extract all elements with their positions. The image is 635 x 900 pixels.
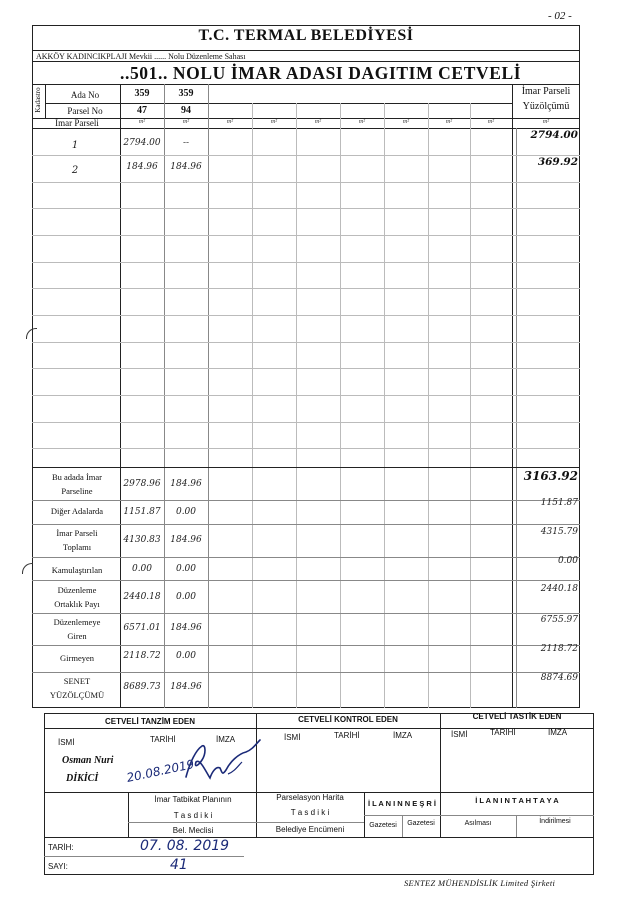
summary-3-total: 4315.79 xyxy=(540,527,578,537)
summary-1-label xyxy=(34,470,120,498)
summary-6-value-1: 6571.01 xyxy=(123,623,161,633)
ilanin-tahtaya-header: İ L A N I N T A H T A Y A xyxy=(475,796,559,805)
sayi-label: SAYI: xyxy=(48,862,68,871)
summary-3-label-1: İmar Parseli xyxy=(56,528,98,538)
parselasyon-line-3: Belediye Encümeni xyxy=(275,825,345,834)
mevkii-line: AKKÖY KADINCIKPLAJI Mevkii ...... Nolu Düzenleme Sahası xyxy=(36,52,246,61)
summary-1-label-2: Parseline xyxy=(61,486,93,496)
unit-col-6: m² xyxy=(358,119,366,125)
tastik-header: CETVELİ TASTİK EDEN xyxy=(472,712,562,721)
summary-5-value-2: 0.00 xyxy=(175,592,197,602)
summary-5-label-2: Ortaklık Payı xyxy=(54,599,100,609)
document-title: T.C. TERMAL BELEDİYESİ xyxy=(198,27,414,44)
summary-4-value-1: 0.00 xyxy=(131,564,153,574)
unit-col-5: m² xyxy=(314,119,322,125)
ada-no-label: Ada No xyxy=(70,90,100,100)
unit-col-4: m² xyxy=(270,119,278,125)
summary-2-label-1: Diğer Adalarda xyxy=(50,506,104,516)
tanzim-tarihi: TARİHİ xyxy=(150,735,176,744)
summary-2-total: 1151.87 xyxy=(540,498,578,508)
unit-col-7: m² xyxy=(402,119,410,125)
yuzolcumu-header-1: İmar Parseli xyxy=(521,86,571,97)
margin-mark-top xyxy=(26,328,37,339)
summary-5-label xyxy=(34,583,120,611)
summary-2-value-1: 1151.87 xyxy=(123,507,161,517)
kadastro-vertical-label: Kadastro xyxy=(34,87,42,113)
row-2-value-1: 184.96 xyxy=(126,162,158,172)
tastik-tarihi: TARİHİ xyxy=(490,728,516,737)
summary-8-total: 8874.69 xyxy=(540,673,578,683)
kontrol-imza: İMZA xyxy=(393,731,413,740)
footer-company: SENTEZ MÜHENDİSLİK Limited Şirketi xyxy=(404,878,556,888)
summary-4-total: 0.00 xyxy=(557,556,578,566)
row-2-value-2: 184.96 xyxy=(170,162,202,172)
page-number: - 02 - xyxy=(548,10,572,22)
summary-8-label-2: YÜZÖLÇÜMÜ xyxy=(49,690,105,700)
preparer-name-1: Osman Nuri xyxy=(62,755,114,766)
indirilmesi-label: İndirilmesi xyxy=(539,818,571,825)
sayi-value: 41 xyxy=(170,857,188,873)
unit-col-9: m² xyxy=(487,119,495,125)
summary-3-value-1: 4130.83 xyxy=(123,535,161,545)
summary-8-label xyxy=(34,674,120,702)
imar-tasdik-line-1: İmar Tatbikat Planının xyxy=(154,795,232,804)
row-2-no: 2 xyxy=(71,165,79,176)
unit-col-total: m² xyxy=(542,119,550,125)
summary-1-label-1: Bu adada İmar xyxy=(51,472,103,482)
summary-8-label-1: SENET xyxy=(63,676,91,686)
tanzim-ismi: İSMİ xyxy=(58,738,75,747)
cetvel-heading: ..501.. NOLU İMAR ADASI DAGITIM CETVELİ xyxy=(120,63,522,83)
tastik-ismi: İSMİ xyxy=(451,730,468,739)
unit-col-2: m² xyxy=(182,119,190,125)
ilanin-nesri-header: İ L A N I N N E Ş R İ xyxy=(367,799,437,808)
imar-tasdik-line-3: Bel. Meclisi xyxy=(172,826,214,835)
asilmasi-label: Asılması xyxy=(464,820,492,827)
row-2-total: 369.92 xyxy=(537,156,578,168)
tastik-imza: İMZA xyxy=(548,728,568,737)
ada-value-1: 359 xyxy=(134,88,150,99)
summary-1-value-2: 184.96 xyxy=(170,479,202,489)
summary-8-value-1: 8689.73 xyxy=(123,682,161,692)
parselasyon-line-1: Parselasyon Harita xyxy=(276,793,344,802)
parsel-value-1: 47 xyxy=(137,105,147,116)
summary-1-value-1: 2978.96 xyxy=(123,479,161,489)
summary-4-label-1: Kamulaştırılan xyxy=(51,565,103,575)
summary-6-label-1: Düzenlemeye xyxy=(53,617,101,627)
tarih-value: 07. 08. 2019 xyxy=(140,838,230,854)
imar-parseli-label: İmar Parseli xyxy=(55,118,99,128)
yuzolcumu-header-2: Yüzölçümü xyxy=(522,101,570,112)
signature-mark xyxy=(176,732,266,792)
preparer-name-2: DİKİCİ xyxy=(66,773,99,784)
summary-6-label-2: Giren xyxy=(67,631,87,641)
summary-7-value-2: 0.00 xyxy=(175,651,197,661)
summary-7-label xyxy=(34,651,120,665)
tarih-label: TARİH: xyxy=(48,843,74,852)
signature-date-handwritten: 20.08.2019 xyxy=(125,757,196,785)
summary-7-total: 2118.72 xyxy=(540,644,578,654)
row-1-no: 1 xyxy=(71,140,79,151)
ada-value-2: 359 xyxy=(178,88,194,99)
unit-col-8: m² xyxy=(445,119,453,125)
summary-2-value-2: 0.00 xyxy=(175,507,197,517)
row-1-value-1: 2794.00 xyxy=(123,138,161,148)
unit-col-1: m² xyxy=(138,119,146,125)
kontrol-header: CETVELİ KONTROL EDEN xyxy=(298,715,398,724)
summary-5-value-1: 2440.18 xyxy=(123,592,161,602)
summary-5-total: 2440.18 xyxy=(540,584,578,594)
imar-tasdik-line-2: T a s d i k i xyxy=(173,811,213,820)
summary-4-label xyxy=(34,563,120,577)
summary-1-total: 3163.92 xyxy=(523,469,578,483)
gazetesi-label-2: Gazetesi xyxy=(407,820,435,827)
margin-mark-bottom xyxy=(22,563,33,574)
summary-8-value-2: 184.96 xyxy=(170,682,202,692)
summary-7-value-1: 2118.72 xyxy=(123,651,161,661)
summary-2-label xyxy=(34,504,120,518)
summary-6-value-2: 184.96 xyxy=(170,623,202,633)
parselasyon-line-2: T a s d i k i xyxy=(290,808,330,817)
summary-3-label xyxy=(34,526,120,554)
tanzim-imza: İMZA xyxy=(216,735,236,744)
row-1-value-2: -- xyxy=(182,138,190,148)
summary-3-label-2: Toplamı xyxy=(62,542,92,552)
summary-7-label-1: Girmeyen xyxy=(60,653,94,663)
tanzim-header: CETVELİ TANZİM EDEN xyxy=(104,717,196,726)
unit-col-3: m² xyxy=(226,119,234,125)
parsel-value-2: 94 xyxy=(181,105,191,116)
summary-3-value-2: 184.96 xyxy=(170,535,202,545)
summary-5-label-1: Düzenleme xyxy=(57,585,97,595)
gazetesi-label-1: Gazetesi xyxy=(369,822,397,829)
kontrol-ismi: İSMİ xyxy=(284,733,301,742)
summary-6-total: 6755.97 xyxy=(540,615,578,625)
row-1-total: 2794.00 xyxy=(530,129,578,141)
summary-6-label xyxy=(34,615,120,643)
kontrol-tarihi: TARİHİ xyxy=(334,731,360,740)
summary-4-value-2: 0.00 xyxy=(175,564,197,574)
parsel-no-label: Parsel No xyxy=(67,106,103,116)
